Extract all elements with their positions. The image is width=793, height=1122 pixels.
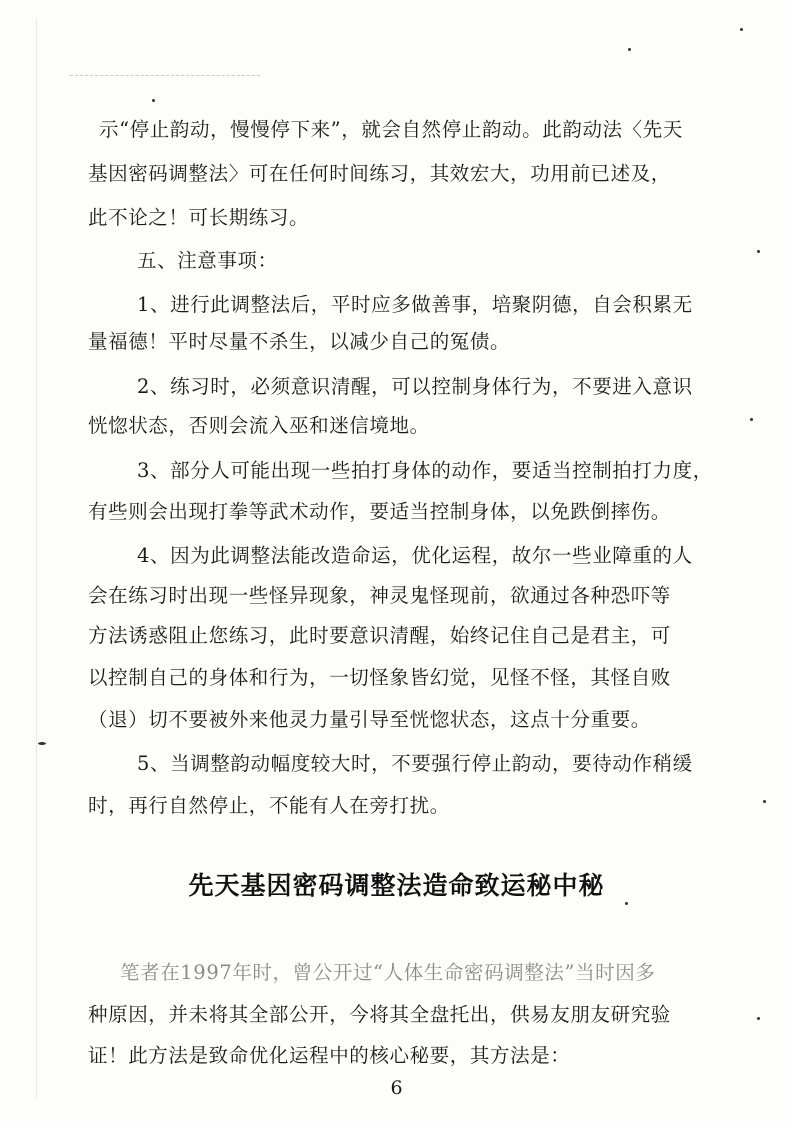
body-line: 量福德！平时尽量不杀生，以减少自己的冤债。: [88, 330, 511, 353]
body-line: 种原因，并未将其全部公开，今将其全盘托出，供易友朋友研究验: [88, 1003, 671, 1026]
body-line: 2、练习时，必须意识清醒，可以控制身体行为，不要进入意识: [137, 375, 693, 398]
scan-speck: [625, 902, 628, 905]
scan-artifact-line: [70, 75, 260, 76]
page-number: 6: [390, 1077, 403, 1099]
scan-speck: [152, 99, 155, 102]
scan-speck: [38, 742, 46, 745]
body-line: 5、当调整韵动幅度较大时，不要强行停止韵动，要待动作稍缓: [137, 752, 693, 775]
body-line: 1、进行此调整法后，平时应多做善事，培聚阴德，自会积累无: [137, 293, 693, 316]
body-line: 恍惚状态，否则会流入巫和迷信境地。: [88, 414, 430, 437]
body-line: 4、因为此调整法能改造命运，优化运程，故尔一些业障重的人: [137, 544, 693, 567]
body-line: 示“停止韵动，慢慢停下来”，就会自然停止韵动。此韵动法〈先天: [99, 118, 683, 141]
chapter-title: 先天基因密码调整法造命致运秘中秘: [188, 871, 605, 900]
body-line: 证！此方法是致命优化运程中的核心秘要，其方法是：: [88, 1044, 571, 1067]
scan-speck: [740, 28, 743, 31]
section-heading: 五、注意事项：: [137, 249, 278, 272]
body-line: 基因密码调整法〉可在任何时间练习，其效宏大，功用前已述及，: [88, 162, 671, 185]
body-line: 笔者在1997年时，曾公开过“人体生命密码调整法”当时因多: [120, 961, 656, 984]
body-line: 有些则会出现打拳等武术动作，要适当控制身体，以免跌倒摔伤。: [88, 500, 671, 523]
body-line: （退）切不要被外来他灵力量引导至恍惚状态，这点十分重要。: [88, 708, 651, 731]
body-line: 此不论之！可长期练习。: [88, 206, 310, 229]
body-line: 以控制自己的身体和行为，一切怪象皆幻觉，见怪不怪，其怪自败: [88, 666, 671, 689]
scan-speck: [628, 48, 631, 51]
body-line: 方法诱惑阻止您练习，此时要意识清醒，始终记住自己是君主，可: [88, 624, 671, 647]
body-line: 会在练习时出现一些怪异现象，神灵鬼怪现前，欲通过各种恐吓等: [88, 584, 671, 607]
body-line: 时，再行自然停止，不能有人在旁打扰。: [88, 794, 450, 817]
body-line: 3、部分人可能出现一些拍打身体的动作，要适当控制拍打力度，: [137, 459, 713, 482]
